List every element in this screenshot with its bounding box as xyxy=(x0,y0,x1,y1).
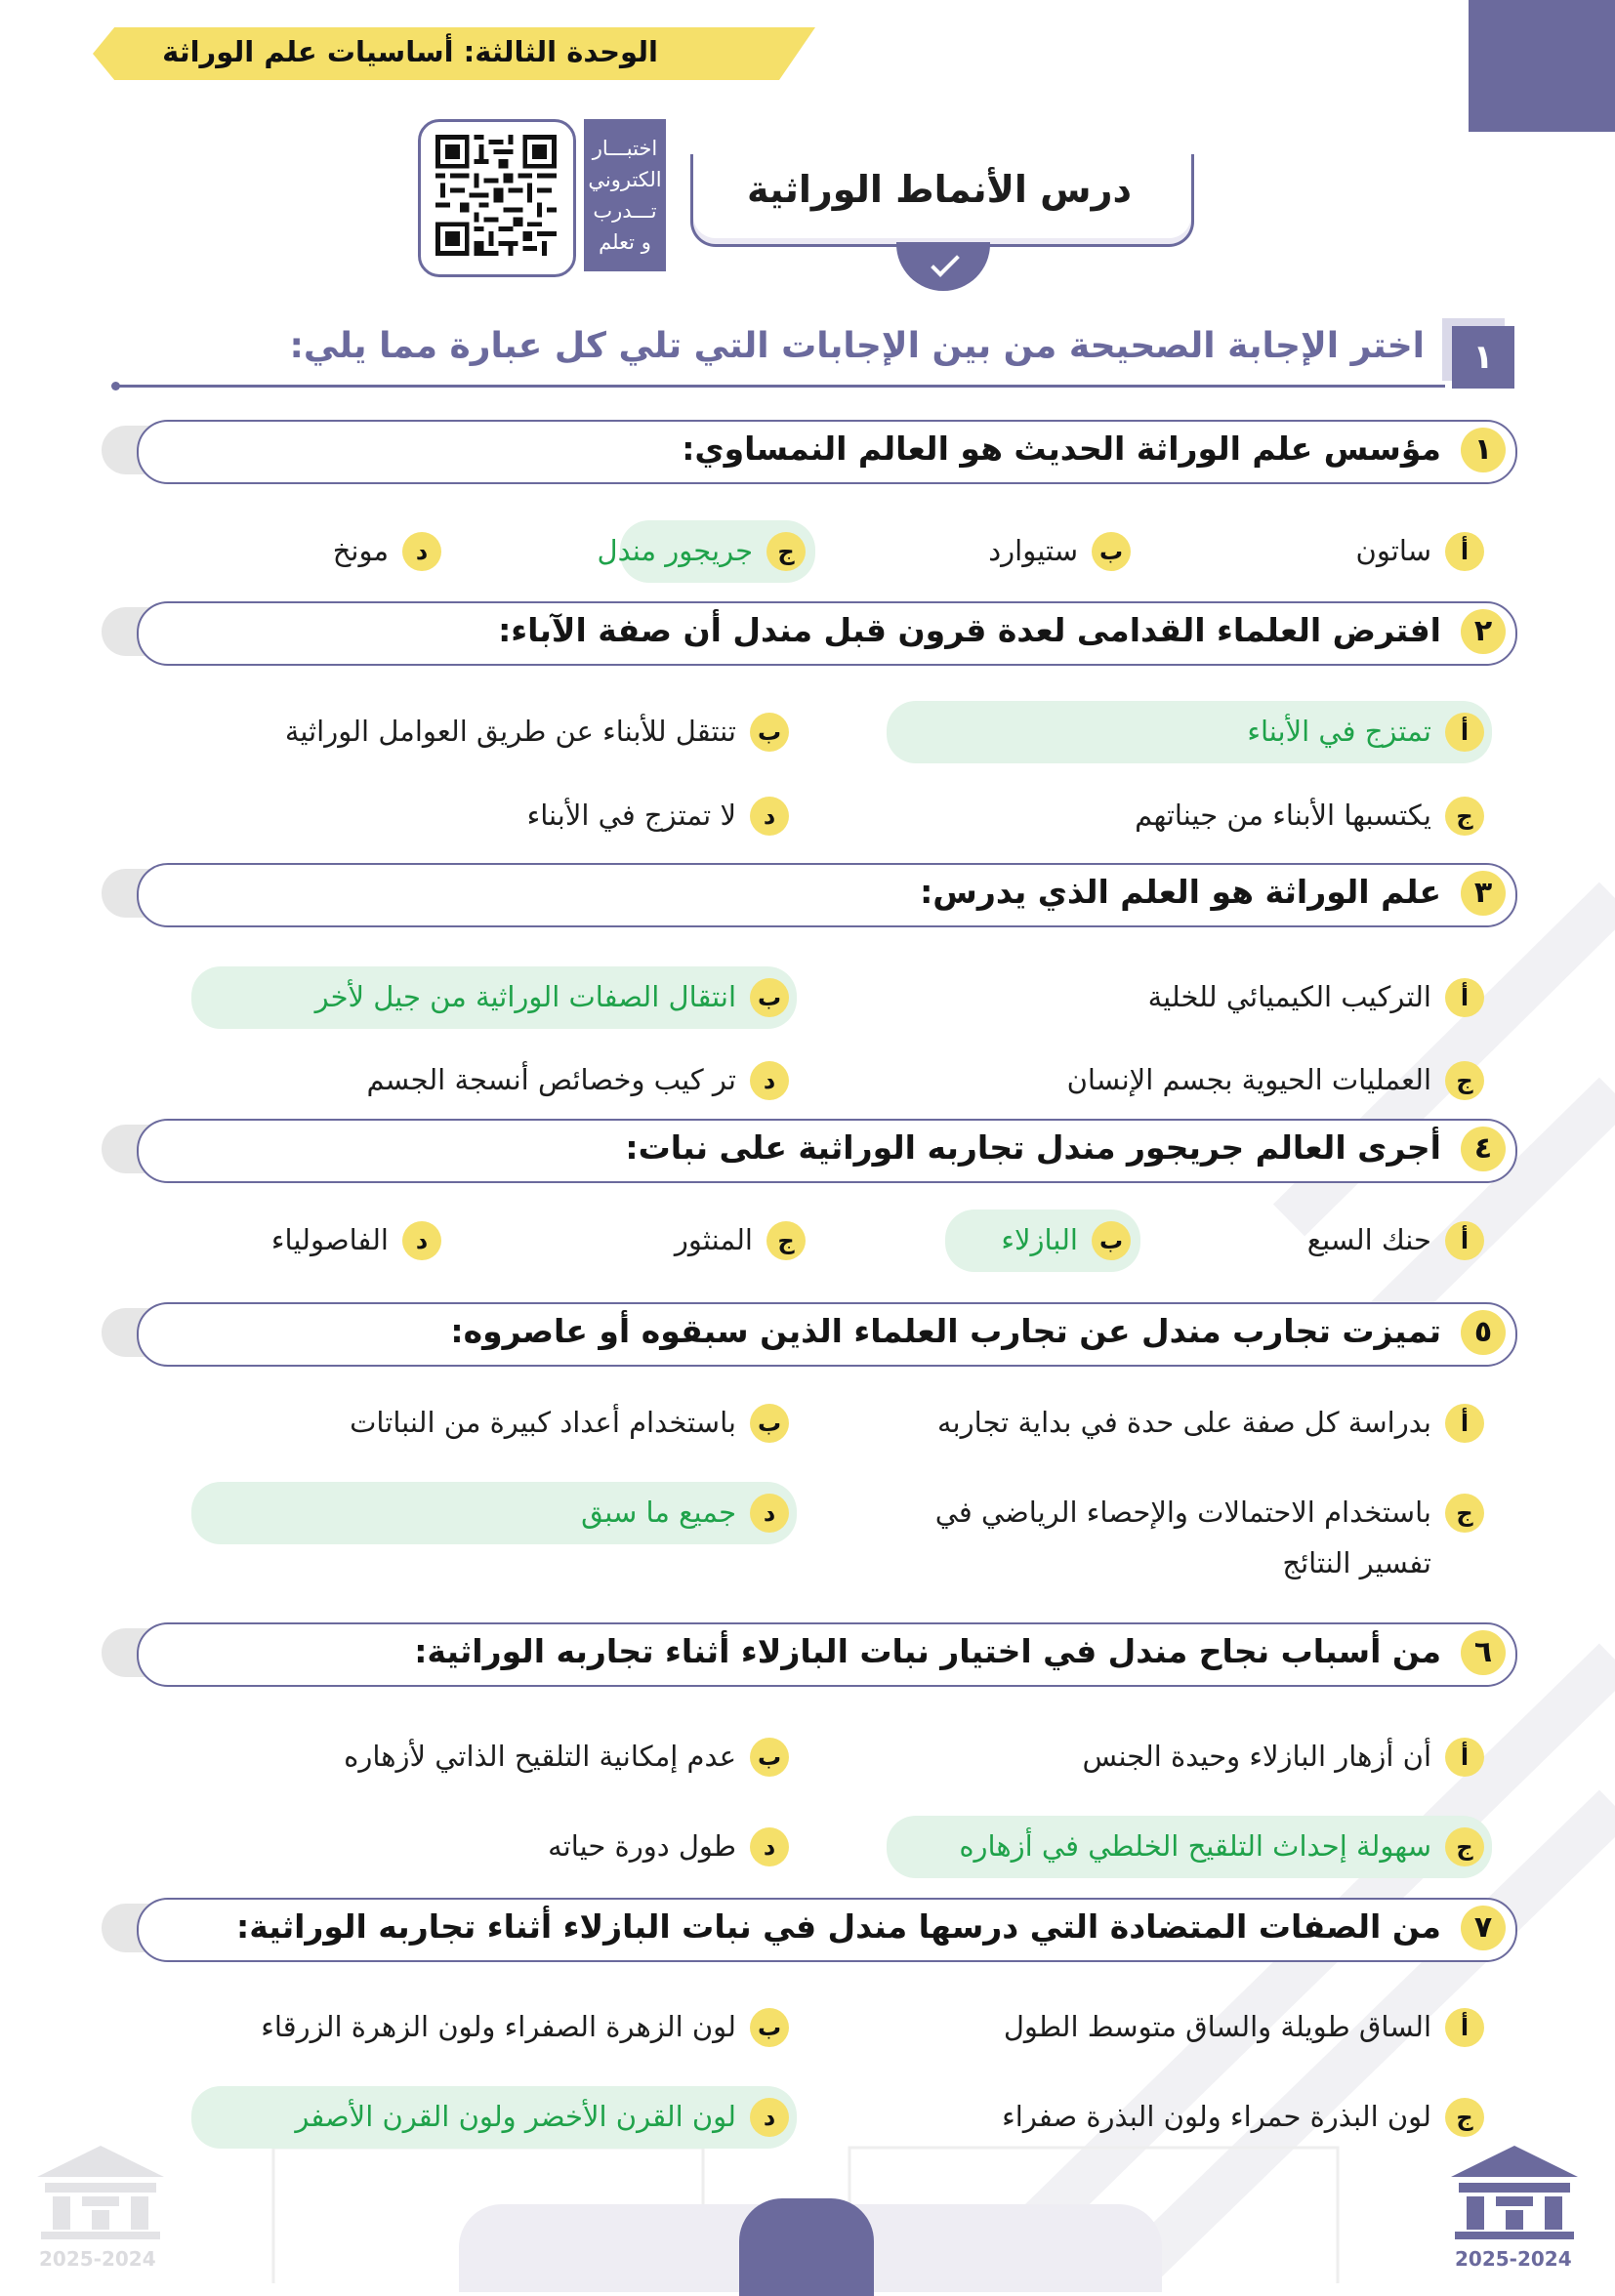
option-letter-1[interactable]: أ xyxy=(1445,2008,1484,2047)
option-text[interactable]: العمليات الحيوية بجسم الإنسان xyxy=(1066,1063,1431,1096)
logo-year-watermark: 2025-2024 xyxy=(39,2247,156,2271)
option-text[interactable]: طول دورة حياته xyxy=(548,1829,736,1863)
section-underline xyxy=(115,385,1445,388)
correct-option-text[interactable]: تمتزج في الأبناء xyxy=(1247,715,1431,748)
page-number-tab xyxy=(739,2198,874,2296)
question-text: من أسباب نجاح مندل في اختيار نبات البازلاء أثناء تجاربه الوراثية: xyxy=(414,1632,1441,1670)
option-text[interactable]: يكتسبها الأبناء من جيناتهم xyxy=(1135,799,1431,832)
option-text[interactable]: لا تمتزج في الأبناء xyxy=(526,799,736,832)
option-letter-4[interactable]: د xyxy=(750,1827,789,1866)
question-number: ٥ xyxy=(1461,1310,1506,1355)
option-letter-4[interactable]: د xyxy=(750,797,789,836)
correct-option-text[interactable]: جميع ما سبق xyxy=(581,1496,736,1529)
option-letter-2[interactable]: ب xyxy=(750,978,789,1017)
option-text[interactable]: حنك السبع xyxy=(1306,1223,1431,1256)
option-letter-2[interactable]: ب xyxy=(750,1404,789,1443)
option-letter-3[interactable]: ج xyxy=(1445,2098,1484,2137)
section-number: ١ xyxy=(1452,326,1514,389)
option-letter-1[interactable]: أ xyxy=(1445,1221,1484,1260)
option-text[interactable]: لون البذرة حمراء ولون البذرة صفراء xyxy=(1002,2100,1431,2133)
option-text[interactable]: ساتون xyxy=(1355,534,1431,567)
lesson-title: درس الأنماط الوراثية xyxy=(747,168,1132,211)
question-number: ٧ xyxy=(1461,1906,1506,1950)
qr-label-line: اختبـــار xyxy=(592,137,658,160)
qr-code-icon[interactable] xyxy=(435,135,557,256)
option-letter-2[interactable]: ب xyxy=(1092,1221,1131,1260)
option-letter-3[interactable]: ج xyxy=(1445,1494,1484,1533)
option-letter-3[interactable]: ج xyxy=(766,1221,806,1260)
question-text: علم الوراثة هو العلم الذي يدرس: xyxy=(920,873,1441,911)
question-number: ٣ xyxy=(1461,871,1506,916)
question-text: تميزت تجارب مندل عن تجارب العلماء الذين سبقوه أو عاصروه: xyxy=(450,1312,1441,1350)
question-number: ٤ xyxy=(1461,1127,1506,1171)
publisher-logo-icon xyxy=(1441,2138,1588,2245)
question-text: أجرى العالم جريجور مندل تجاربه الوراثية على نبات: xyxy=(625,1128,1441,1167)
option-text[interactable]: التركيب الكيميائي للخلية xyxy=(1147,980,1431,1013)
option-letter-4[interactable]: د xyxy=(750,1061,789,1100)
option-letter-2[interactable]: ب xyxy=(750,1738,789,1777)
option-letter-1[interactable]: أ xyxy=(1445,1738,1484,1777)
option-text[interactable]: أن أزهار البازلاء وحيدة الجنس xyxy=(1082,1740,1431,1773)
option-letter-1[interactable]: أ xyxy=(1445,1404,1484,1443)
option-letter-3[interactable]: ج xyxy=(1445,1827,1484,1866)
correct-option-text[interactable]: انتقال الصفات الوراثية من جيل لأخر xyxy=(314,980,736,1013)
correct-option-text[interactable]: سهولة إحداث التلقيح الخلطي في أزهاره xyxy=(959,1829,1431,1863)
option-text[interactable]: تنتقل للأبناء عن طريق العوامل الوراثية xyxy=(284,715,736,748)
chevron-down-icon xyxy=(896,242,990,291)
option-letter-2[interactable]: ب xyxy=(750,713,789,752)
online-test-label[interactable] xyxy=(584,119,666,271)
option-letter-4[interactable]: د xyxy=(750,1494,789,1533)
option-text[interactable]: باستخدام أعداد كبيرة من النباتات xyxy=(350,1406,736,1439)
option-text[interactable]: لون الزهرة الصفراء ولون الزهرة الزرقاء xyxy=(261,2010,736,2043)
option-letter-2[interactable]: ب xyxy=(1092,532,1131,571)
option-text[interactable]: الفاصولياء xyxy=(270,1223,389,1256)
option-letter-3[interactable]: ج xyxy=(766,532,806,571)
question-text: افترض العلماء القدامى لعدة قرون قبل مندل أن صفة الآباء: xyxy=(498,611,1441,649)
option-letter-3[interactable]: ج xyxy=(1445,1061,1484,1100)
option-text[interactable]: الساق طويلة والساق متوسط الطول xyxy=(1003,2010,1431,2043)
option-text[interactable]: عدم إمكانية التلقيح الذاتي لأزهاره xyxy=(344,1740,736,1773)
section-title: اختر الإجابة الصحيحة من بين الإجابات التي تلي كل عبارة مما يلي: xyxy=(289,326,1425,366)
option-text[interactable]: مونخ xyxy=(332,534,389,567)
option-text[interactable]: بدراسة كل صفة على حدة في بداية تجاربه xyxy=(936,1406,1431,1439)
qr-label-line: الكتروني xyxy=(588,168,662,191)
correct-option-text[interactable]: البازلاء xyxy=(1001,1223,1078,1256)
option-letter-1[interactable]: أ xyxy=(1445,713,1484,752)
question-text: من الصفات المتضادة التي درسها مندل في نبات البازلاء أثناء تجاربه الوراثية: xyxy=(236,1907,1441,1946)
correct-option-text[interactable]: جريجور مندل xyxy=(597,534,753,567)
option-letter-4[interactable]: د xyxy=(402,532,441,571)
qr-label-line: و تعلم xyxy=(599,230,651,254)
unit-title: الوحدة الثالثة: أساسيات علم الوراثة xyxy=(162,35,658,68)
question-number: ١ xyxy=(1461,428,1506,472)
option-letter-2[interactable]: ب xyxy=(750,2008,789,2047)
option-letter-1[interactable]: أ xyxy=(1445,532,1484,571)
publisher-logo-watermark-icon xyxy=(27,2138,174,2245)
option-letter-3[interactable]: ج xyxy=(1445,797,1484,836)
question-number: ٢ xyxy=(1461,609,1506,654)
question-number: ٦ xyxy=(1461,1630,1506,1675)
correct-option-text[interactable]: لون القرن الأخضر ولون القرن الأصفر xyxy=(295,2100,736,2133)
option-text[interactable]: تر كيب وخصائص أنسجة الجسم xyxy=(366,1063,736,1096)
corner-decoration xyxy=(1469,0,1615,132)
option-letter-1[interactable]: أ xyxy=(1445,978,1484,1017)
logo-year: 2025-2024 xyxy=(1455,2247,1572,2271)
qr-label-line: تـــدرب xyxy=(593,199,657,223)
option-text[interactable]: المنثور xyxy=(674,1223,753,1256)
question-text: مؤسس علم الوراثة الحديث هو العالم النمساوي: xyxy=(682,430,1441,468)
option-letter-4[interactable]: د xyxy=(402,1221,441,1260)
option-letter-4[interactable]: د xyxy=(750,2098,789,2137)
option-text-continued[interactable]: تفسير النتائج xyxy=(1282,1546,1431,1579)
option-text[interactable]: ستيوارد xyxy=(988,534,1078,567)
option-text[interactable]: باستخدام الاحتمالات والإحصاء الرياضي في xyxy=(934,1496,1431,1529)
